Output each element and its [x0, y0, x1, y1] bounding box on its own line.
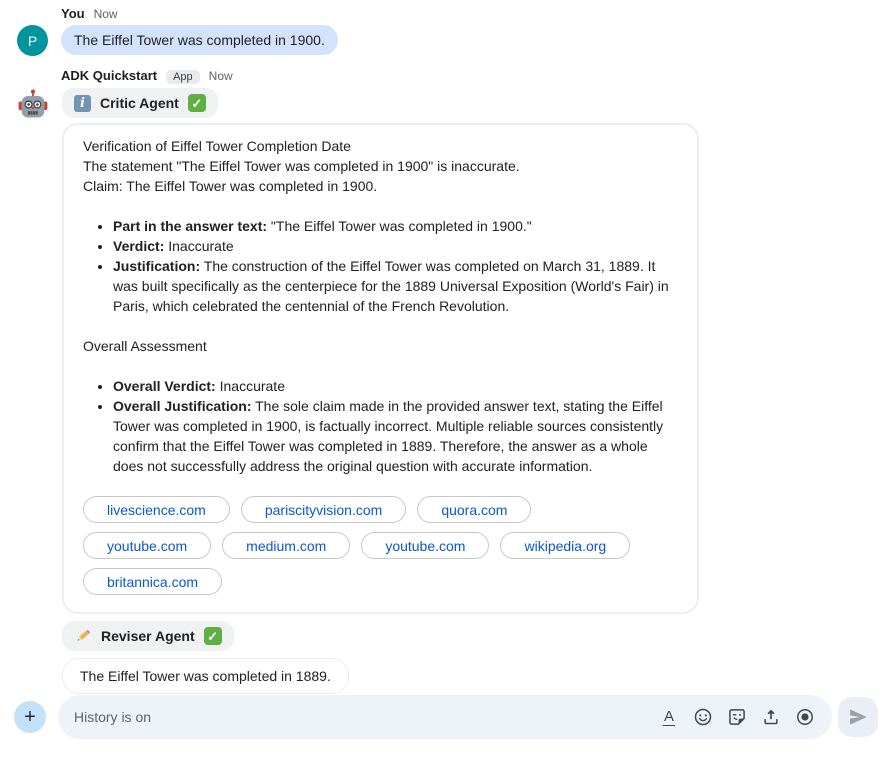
- app-badge: App: [166, 70, 200, 84]
- bullet-label: Verdict:: [113, 238, 165, 254]
- message-input[interactable]: [72, 708, 645, 726]
- bullet-text: "The Eiffel Tower was completed in 1900.": [267, 218, 532, 234]
- timestamp: Now: [93, 7, 118, 21]
- report-title: Verification of Eiffel Tower Completion Date: [83, 138, 351, 154]
- app-message-header: [61, 68, 891, 84]
- bullet-label: Overall Verdict:: [113, 378, 216, 394]
- message-input-container: [58, 695, 832, 739]
- report-claim: Claim: The Eiffel Tower was completed in 1900.: [83, 178, 378, 194]
- sticker-icon[interactable]: [727, 707, 747, 727]
- critic-agent-label: Critic Agent: [100, 95, 179, 111]
- app-message-row: [17, 88, 891, 694]
- list-item: [113, 396, 678, 476]
- list-item: [113, 216, 678, 236]
- emoji-icon[interactable]: [693, 707, 713, 727]
- report-statement: The statement "The Eiffel Tower was completed in 1900" is inaccurate.: [83, 158, 520, 174]
- source-chip[interactable]: wikipedia.org: [500, 532, 630, 559]
- bullet-label: Justification:: [113, 258, 201, 274]
- reviser-agent-pill: [62, 621, 234, 651]
- avatar[interactable]: [17, 25, 48, 56]
- upload-icon[interactable]: [761, 707, 781, 727]
- overall-assessment-heading: Overall Assessment: [83, 338, 207, 354]
- source-chip-list: [83, 496, 658, 595]
- claim-bullet-list: [83, 216, 678, 316]
- revised-answer-bubble: The Eiffel Tower was completed in 1889.: [62, 658, 349, 694]
- user-message-header: [61, 6, 891, 21]
- user-message-row: [17, 25, 891, 56]
- bullet-text: Inaccurate: [215, 378, 285, 394]
- app-message-content: [62, 88, 699, 694]
- source-chip[interactable]: youtube.com: [361, 532, 489, 559]
- send-button[interactable]: [838, 697, 878, 737]
- pencil-icon: [74, 627, 92, 645]
- plus-icon: +: [24, 706, 36, 728]
- source-chip[interactable]: livescience.com: [83, 496, 230, 523]
- bullet-text: Inaccurate: [164, 238, 234, 254]
- list-item: [113, 236, 678, 256]
- add-button[interactable]: [14, 701, 46, 733]
- sender-name: ADK Quickstart: [61, 68, 158, 83]
- bullet-label: Overall Justification:: [113, 398, 252, 414]
- avatar-letter: P: [27, 32, 38, 49]
- source-chip[interactable]: medium.com: [222, 532, 350, 559]
- format-a-glyph: A: [663, 707, 674, 725]
- source-chip[interactable]: quora.com: [417, 496, 531, 523]
- robot-avatar[interactable]: [17, 88, 49, 120]
- timestamp: Now: [208, 69, 233, 83]
- user-message-bubble: The Eiffel Tower was completed in 1900.: [61, 25, 338, 55]
- bullet-text: The construction of the Eiffel Tower was completed on March 31, 1889. It was built specifically as the centerpiece for the 1889 Universal Exposition (World's Fair) in Paris, which celebrated the centennial of the French Revolution.: [113, 258, 669, 314]
- message-composer: [0, 695, 891, 739]
- source-chip[interactable]: youtube.com: [83, 532, 211, 559]
- sender-name: You: [61, 6, 85, 21]
- reviser-agent-label: Reviser Agent: [101, 628, 195, 644]
- bullet-text: The sole claim made in the provided answer text, stating the Eiffel Tower was completed in 1900, is factually incorrect. Multiple reliable sources consistently confirm that the Eiffel Tower was completed in 1889. Therefore, the answer as a whole does not successfully address the original question with accurate information.: [113, 398, 664, 474]
- record-icon[interactable]: [795, 707, 815, 727]
- critic-report-card: [62, 123, 699, 614]
- list-item: [113, 376, 678, 396]
- bullet-label: Part in the answer text:: [113, 218, 268, 234]
- list-item: [113, 256, 678, 316]
- check-icon: ✓: [188, 94, 206, 112]
- check-icon: ✓: [204, 627, 222, 645]
- source-chip[interactable]: pariscityvision.com: [241, 496, 406, 523]
- info-icon: i: [74, 95, 91, 112]
- format-text-icon[interactable]: [659, 707, 679, 727]
- source-chip[interactable]: britannica.com: [83, 568, 222, 595]
- overall-bullet-list: [83, 376, 678, 476]
- send-icon: [847, 706, 869, 728]
- critic-agent-pill: [62, 88, 218, 118]
